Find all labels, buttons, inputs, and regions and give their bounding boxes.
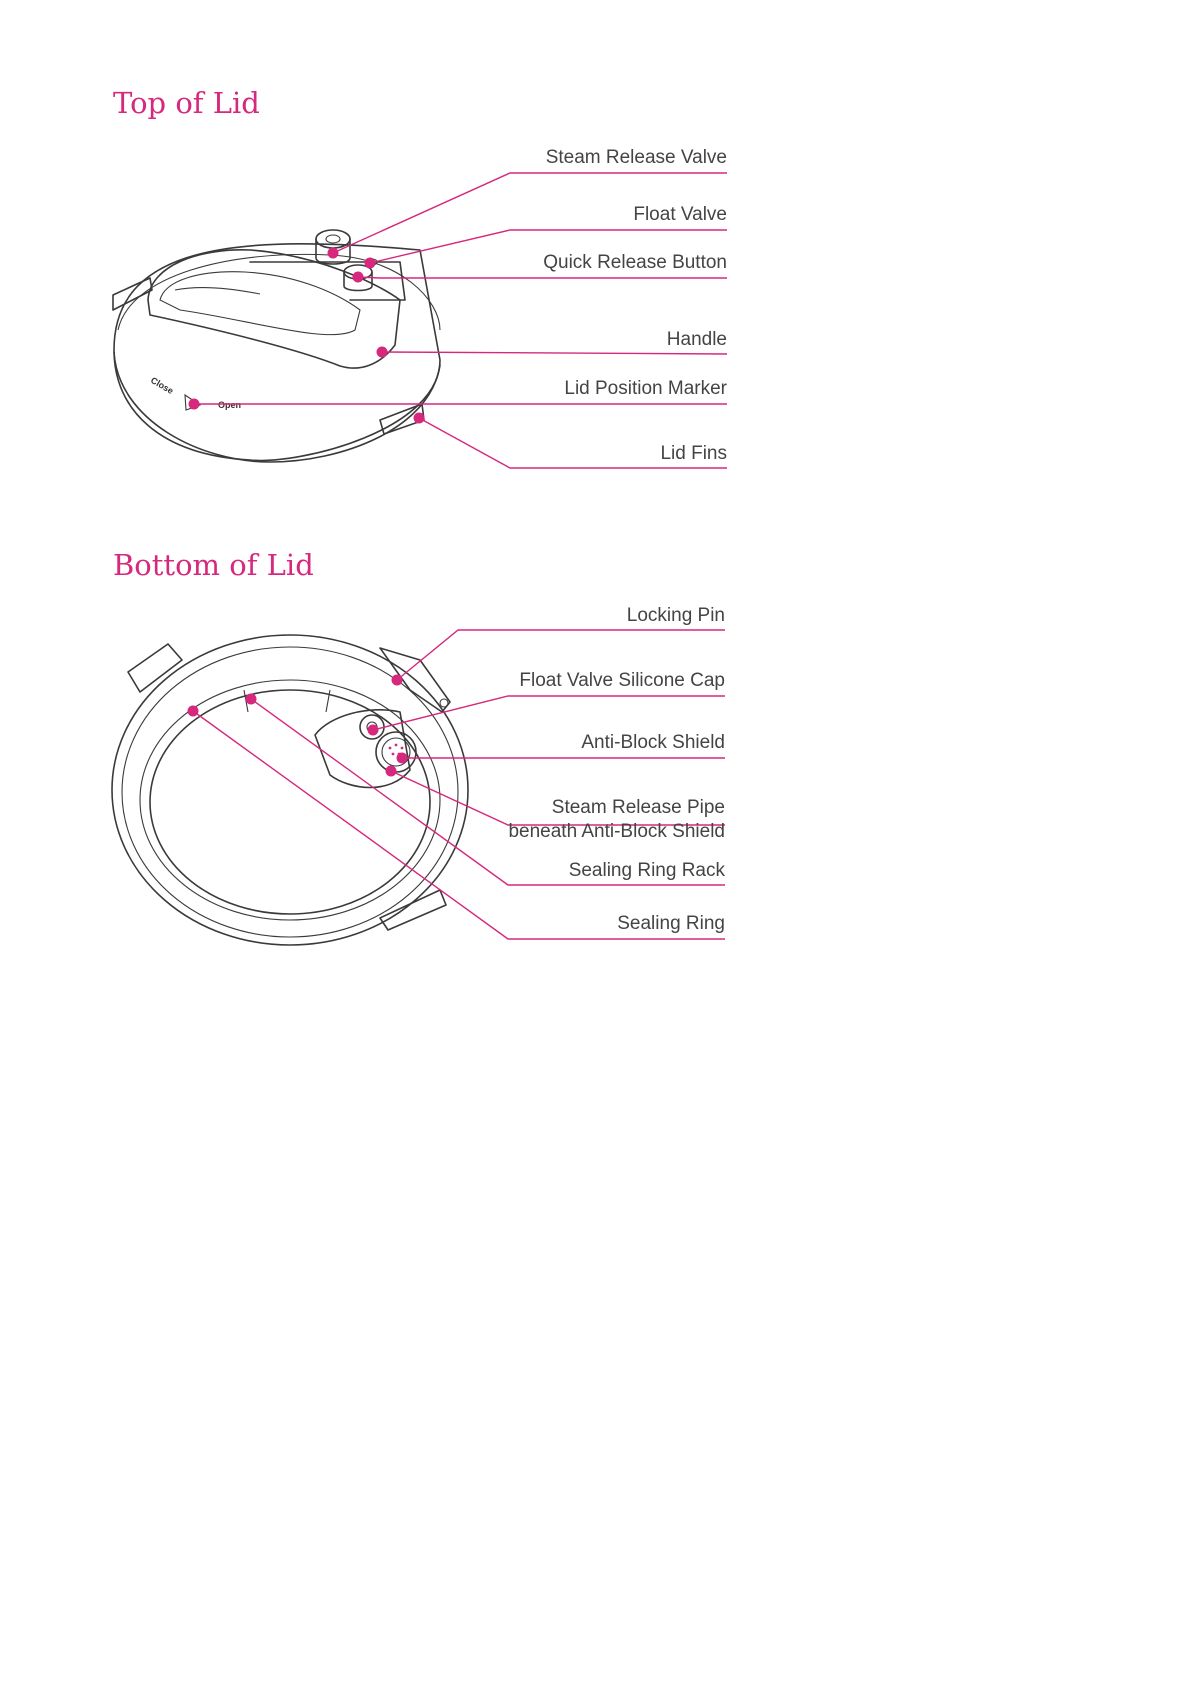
callout-label-sealing-ring: Sealing Ring (617, 913, 725, 934)
callout-label-lid-position-marker: Lid Position Marker (564, 378, 727, 399)
callout-label-sealing-ring-rack: Sealing Ring Rack (568, 860, 725, 881)
callout-lid-position-marker (189, 378, 728, 410)
callout-steam-release-valve (328, 147, 728, 259)
callout-label-steam-release-pipe: Steam Release Pipe (551, 797, 725, 818)
lid-top-illustration (113, 230, 440, 462)
lid-bottom-illustration (112, 635, 468, 945)
callout-label-float-valve-silicone-cap: Float Valve Silicone Cap (519, 670, 725, 691)
callout-sealing-ring-rack (246, 694, 726, 886)
bottom-of-lid-diagram (0, 595, 760, 955)
callout-steam-release-pipe (386, 766, 726, 843)
callout-float-valve-silicone-cap (368, 670, 726, 736)
open-marking: Open (218, 400, 242, 410)
callout-label-locking-pin: Locking Pin (626, 605, 725, 626)
callout-label-steam-release-valve: Steam Release Valve (545, 147, 727, 168)
callout-quick-release-button (353, 252, 728, 283)
close-marking: Close (149, 375, 176, 396)
section-title-bottom-of-lid: Bottom of Lid (113, 548, 314, 582)
callout-label-quick-release-button: Quick Release Button (543, 252, 727, 273)
callout-label-lid-fins: Lid Fins (660, 443, 727, 464)
callout-label-handle: Handle (666, 329, 727, 350)
callout-handle (377, 329, 728, 358)
callout-label-float-valve: Float Valve (633, 204, 727, 225)
callout-lid-fins (414, 413, 728, 469)
section-title-top-of-lid: Top of Lid (113, 86, 260, 120)
callout-label-anti-block-shield: Anti-Block Shield (581, 732, 725, 753)
callout-label-steam-release-pipe-line2: beneath Anti-Block Shield (508, 821, 725, 842)
top-of-lid-diagram (0, 130, 760, 475)
